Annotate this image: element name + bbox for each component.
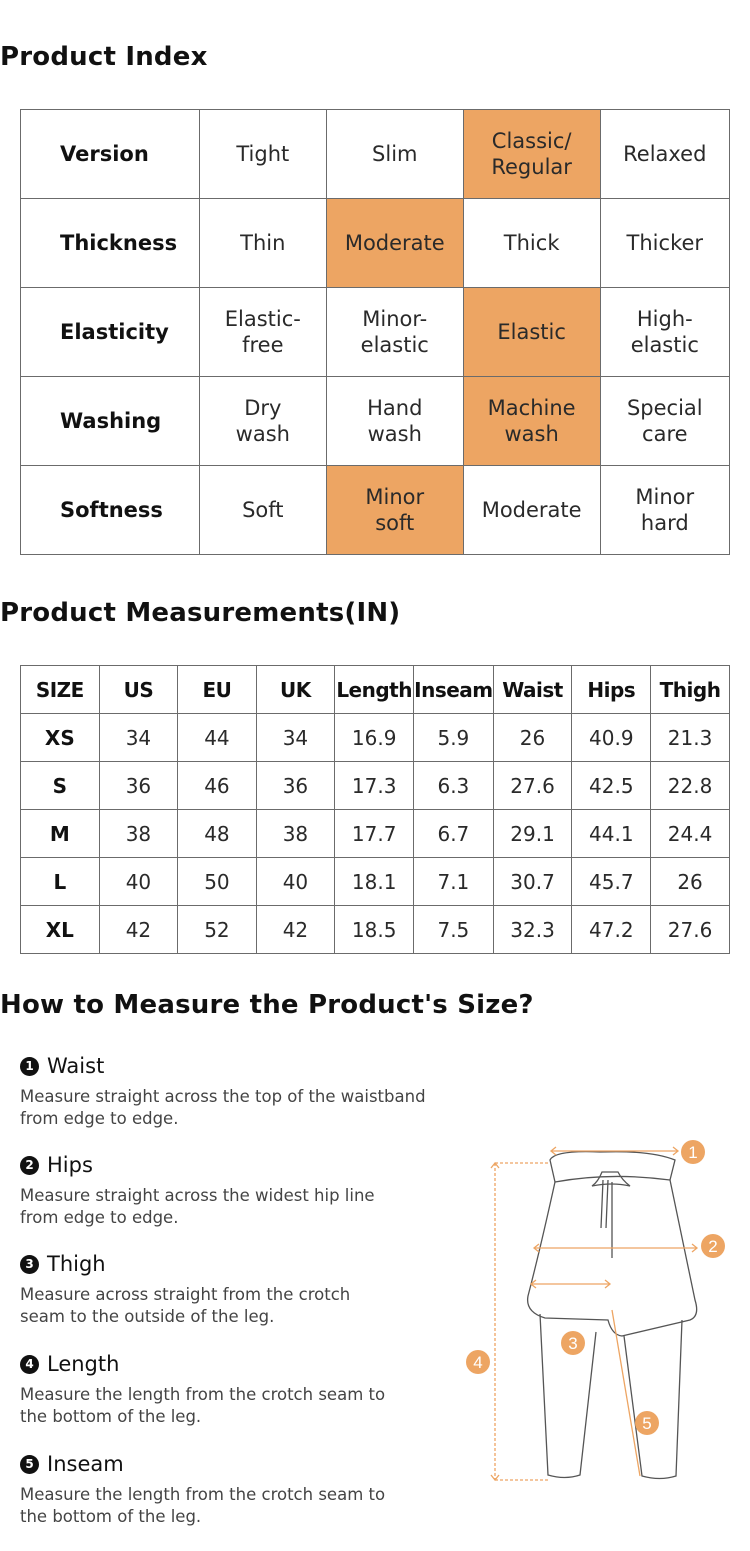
number-badge-icon: 2 (20, 1156, 39, 1175)
index-option: Relaxed (600, 110, 729, 199)
column-header: Waist (493, 666, 572, 714)
measurement-cell: 18.1 (335, 858, 414, 906)
measure-item-heading (20, 1151, 460, 1179)
marker-3 (561, 1331, 585, 1355)
waistband-outline (550, 1152, 675, 1182)
index-option: Special care (600, 377, 729, 466)
size-cell: XS (21, 714, 100, 762)
column-header: UK (256, 666, 335, 714)
measure-item-hips (20, 1151, 460, 1229)
measure-item-description: Measure across straight from the crotch seam to the outside of the leg. (20, 1285, 351, 1326)
measurement-cell: 30.7 (493, 858, 572, 906)
marker-2 (701, 1234, 725, 1258)
measure-item-thigh (20, 1250, 460, 1328)
marker-4 (466, 1350, 490, 1374)
marker-5 (635, 1411, 659, 1435)
measurement-cell: 42.5 (572, 762, 651, 810)
measurement-cell: 29.1 (493, 810, 572, 858)
measurement-cell: 34 (256, 714, 335, 762)
measurement-cell: 27.6 (651, 906, 730, 954)
measurement-cell: 6.7 (414, 810, 493, 858)
svg-text:1: 1 (688, 1143, 698, 1162)
measure-item-title: Waist (47, 1054, 105, 1078)
measure-item-description: Measure straight across the widest hip line from edge to edge. (20, 1186, 375, 1227)
measurement-cell: 6.3 (414, 762, 493, 810)
table-row (21, 714, 730, 762)
svg-text:4: 4 (473, 1353, 483, 1372)
index-option: Hand wash (326, 377, 463, 466)
measurement-cell: 32.3 (493, 906, 572, 954)
size-cell: L (21, 858, 100, 906)
index-option: Moderate (463, 466, 600, 555)
size-cell: S (21, 762, 100, 810)
column-header: Thigh (651, 666, 730, 714)
table-row (21, 762, 730, 810)
right-leg-outline (624, 1320, 682, 1479)
svg-text:3: 3 (568, 1334, 578, 1353)
measurement-cell: 17.3 (335, 762, 414, 810)
measure-item-description: Measure straight across the top of the waistband from edge to edge. (20, 1087, 426, 1128)
size-cell: XL (21, 906, 100, 954)
measure-item-heading (20, 1350, 460, 1378)
measurement-cell: 50 (178, 858, 256, 906)
number-badge-icon: 5 (20, 1455, 39, 1474)
measurement-cell: 36 (99, 762, 178, 810)
index-option: High- elastic (600, 288, 729, 377)
product-measurements-title: Product Measurements(IN) (0, 598, 401, 628)
index-row-label: Softness (21, 466, 200, 555)
table-row (21, 810, 730, 858)
table-row (21, 906, 730, 954)
index-row-label: Washing (21, 377, 200, 466)
index-option-selected: Elastic (463, 288, 600, 377)
measure-item-title: Thigh (47, 1252, 106, 1276)
column-header: Length (335, 666, 414, 714)
measure-item-description: Measure the length from the crotch seam to the bottom of the leg. (20, 1485, 386, 1526)
index-option: Minor hard (600, 466, 729, 555)
measure-item-heading (20, 1250, 460, 1278)
measurement-cell: 40.9 (572, 714, 651, 762)
measurement-cell: 52 (178, 906, 256, 954)
measure-item-waist (20, 1052, 460, 1130)
measurement-cell: 7.1 (414, 858, 493, 906)
product-index-title: Product Index (0, 42, 208, 72)
number-badge-icon: 4 (20, 1355, 39, 1374)
measurements-table (20, 665, 730, 954)
index-option: Slim (326, 110, 463, 199)
index-option: Thin (199, 199, 326, 288)
measure-item-heading (20, 1450, 460, 1478)
measure-item-length (20, 1350, 460, 1428)
index-row-label: Elasticity (21, 288, 200, 377)
measurement-cell: 16.9 (335, 714, 414, 762)
measurement-cell: 47.2 (572, 906, 651, 954)
index-option: Soft (199, 466, 326, 555)
measurements-header-row (21, 666, 730, 714)
drawstring-knot (592, 1172, 630, 1186)
pants-diagram (460, 1130, 740, 1530)
measure-item-title: Hips (47, 1153, 93, 1177)
measurement-cell: 48 (178, 810, 256, 858)
index-row-washing (21, 377, 730, 466)
measurement-cell: 22.8 (651, 762, 730, 810)
index-option: Thicker (600, 199, 729, 288)
column-header: Hips (572, 666, 651, 714)
index-option: Thick (463, 199, 600, 288)
measurement-cell: 17.7 (335, 810, 414, 858)
measurement-cell: 18.5 (335, 906, 414, 954)
number-badge-icon: 3 (20, 1255, 39, 1274)
index-row-label: Thickness (21, 199, 200, 288)
measurement-cell: 21.3 (651, 714, 730, 762)
number-badge-icon: 1 (20, 1057, 39, 1076)
measurement-cell: 5.9 (414, 714, 493, 762)
measurement-cell: 26 (651, 858, 730, 906)
product-index-table (20, 109, 730, 555)
measurement-cell: 34 (99, 714, 178, 762)
index-row-label: Version (21, 110, 200, 199)
index-row-version (21, 110, 730, 199)
index-row-softness (21, 466, 730, 555)
index-row-elasticity (21, 288, 730, 377)
table-row (21, 858, 730, 906)
drawstring-left (601, 1180, 608, 1228)
measurement-cell: 42 (256, 906, 335, 954)
measure-item-heading (20, 1052, 460, 1080)
index-option-selected: Minor soft (326, 466, 463, 555)
column-header: EU (178, 666, 256, 714)
size-cell: M (21, 810, 100, 858)
svg-text:5: 5 (642, 1414, 652, 1433)
measurement-cell: 45.7 (572, 858, 651, 906)
measurement-cell: 26 (493, 714, 572, 762)
measurement-cell: 40 (99, 858, 178, 906)
measurement-cell: 46 (178, 762, 256, 810)
measurement-cell: 40 (256, 858, 335, 906)
column-header: Inseam (414, 666, 493, 714)
measurement-cell: 38 (99, 810, 178, 858)
index-row-thickness (21, 199, 730, 288)
measurement-cell: 38 (256, 810, 335, 858)
index-option-selected: Moderate (326, 199, 463, 288)
column-header: SIZE (21, 666, 100, 714)
marker-1 (681, 1140, 705, 1164)
how-to-measure-title: How to Measure the Product's Size? (0, 990, 534, 1020)
index-option: Elastic- free (199, 288, 326, 377)
measurement-cell: 7.5 (414, 906, 493, 954)
measure-item-description: Measure the length from the crotch seam to the bottom of the leg. (20, 1385, 386, 1426)
index-option-selected: Machine wash (463, 377, 600, 466)
index-option-selected: Classic/ Regular (463, 110, 600, 199)
measure-item-title: Inseam (47, 1452, 124, 1476)
measurement-cell: 24.4 (651, 810, 730, 858)
measure-item-title: Length (47, 1352, 120, 1376)
measurement-cell: 42 (99, 906, 178, 954)
measurement-cell: 44.1 (572, 810, 651, 858)
measurement-cell: 36 (256, 762, 335, 810)
measurement-cell: 27.6 (493, 762, 572, 810)
index-option: Dry wash (199, 377, 326, 466)
svg-text:2: 2 (708, 1237, 718, 1256)
measurement-cell: 44 (178, 714, 256, 762)
column-header: US (99, 666, 178, 714)
measure-item-inseam (20, 1450, 460, 1528)
index-option: Minor- elastic (326, 288, 463, 377)
index-option: Tight (199, 110, 326, 199)
